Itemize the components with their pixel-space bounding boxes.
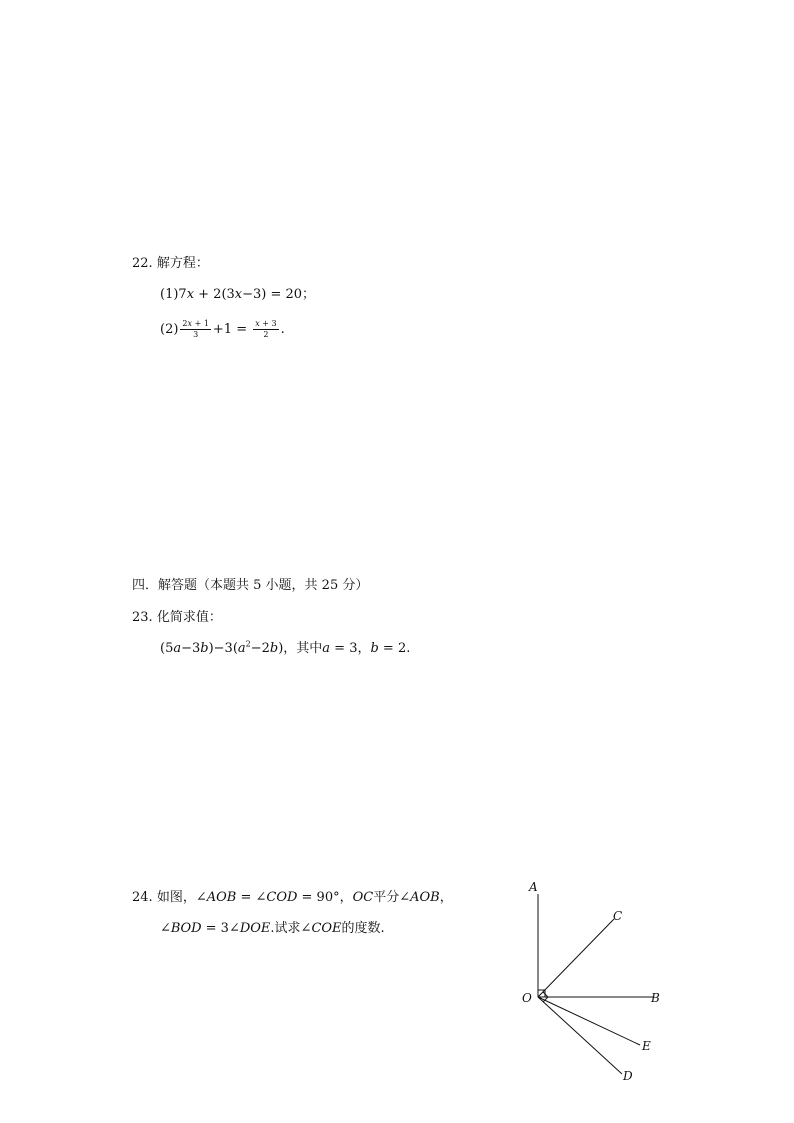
q22-eq2-end: . xyxy=(280,322,285,337)
label-C: C xyxy=(613,909,623,923)
ray-OD xyxy=(538,997,622,1074)
q22-equation-1 xyxy=(160,286,315,304)
q22-eq2-frac1-numerator: 2𝑥 + 1 xyxy=(182,319,209,328)
q23-expression xyxy=(160,640,410,658)
q22-eq2-middle: +1 = xyxy=(212,322,252,337)
q22-eq1-label: (1) xyxy=(160,287,179,302)
q22-eq2-frac2-denominator: 2 xyxy=(263,330,269,339)
q24-line-1 xyxy=(132,889,453,907)
section-4-heading: 四．解答题（本题共 5 小题，共 25 分） xyxy=(132,578,369,593)
label-D: D xyxy=(623,1069,633,1083)
q23-expr-superscript: 2 xyxy=(245,639,251,649)
label-B: B xyxy=(651,991,660,1005)
q22-number: 22. xyxy=(132,256,153,271)
q24-number: 24. xyxy=(132,890,153,905)
q22-eq2-label: (2) xyxy=(160,322,179,337)
q23-title: 化简求值： xyxy=(156,610,222,625)
q22-eq2-frac2-numerator: 𝑥 + 3 xyxy=(255,319,277,328)
q23-expr-part2: −2𝑏)，其中𝑎 = 3，𝑏 = 2. xyxy=(250,641,411,656)
angle-figure xyxy=(510,875,670,1085)
ray-OE xyxy=(538,997,640,1045)
q22-title: 解方程： xyxy=(156,256,209,271)
q24-text-line-1: 如图，∠𝐴𝑂𝐵 = ∠𝐶𝑂𝐷 = 90°，𝑂𝐶平分∠𝐴𝑂𝐵， xyxy=(156,890,453,905)
q23-heading xyxy=(132,609,222,627)
q22-eq2-fraction-2 xyxy=(253,319,278,340)
q22-eq2-fraction-1 xyxy=(180,319,210,340)
label-O: O xyxy=(522,991,532,1005)
q22-eq1-text: 7𝑥 + 2(3𝑥−3) = 20； xyxy=(178,287,316,302)
label-A: A xyxy=(529,880,538,894)
q22-eq2-frac1-denominator: 3 xyxy=(193,330,199,339)
ray-OC xyxy=(538,919,614,997)
q22-equation-2 xyxy=(160,319,285,341)
label-E: E xyxy=(642,1039,651,1053)
q23-expr-part1: (5𝑎−3𝑏)−3(𝑎 xyxy=(160,641,246,656)
q22-heading xyxy=(132,255,209,273)
q23-number: 23. xyxy=(132,610,153,625)
q24-line-2: ∠𝐵𝑂𝐷 = 3∠𝐷𝑂𝐸.试求∠𝐶𝑂𝐸的度数. xyxy=(160,921,385,936)
